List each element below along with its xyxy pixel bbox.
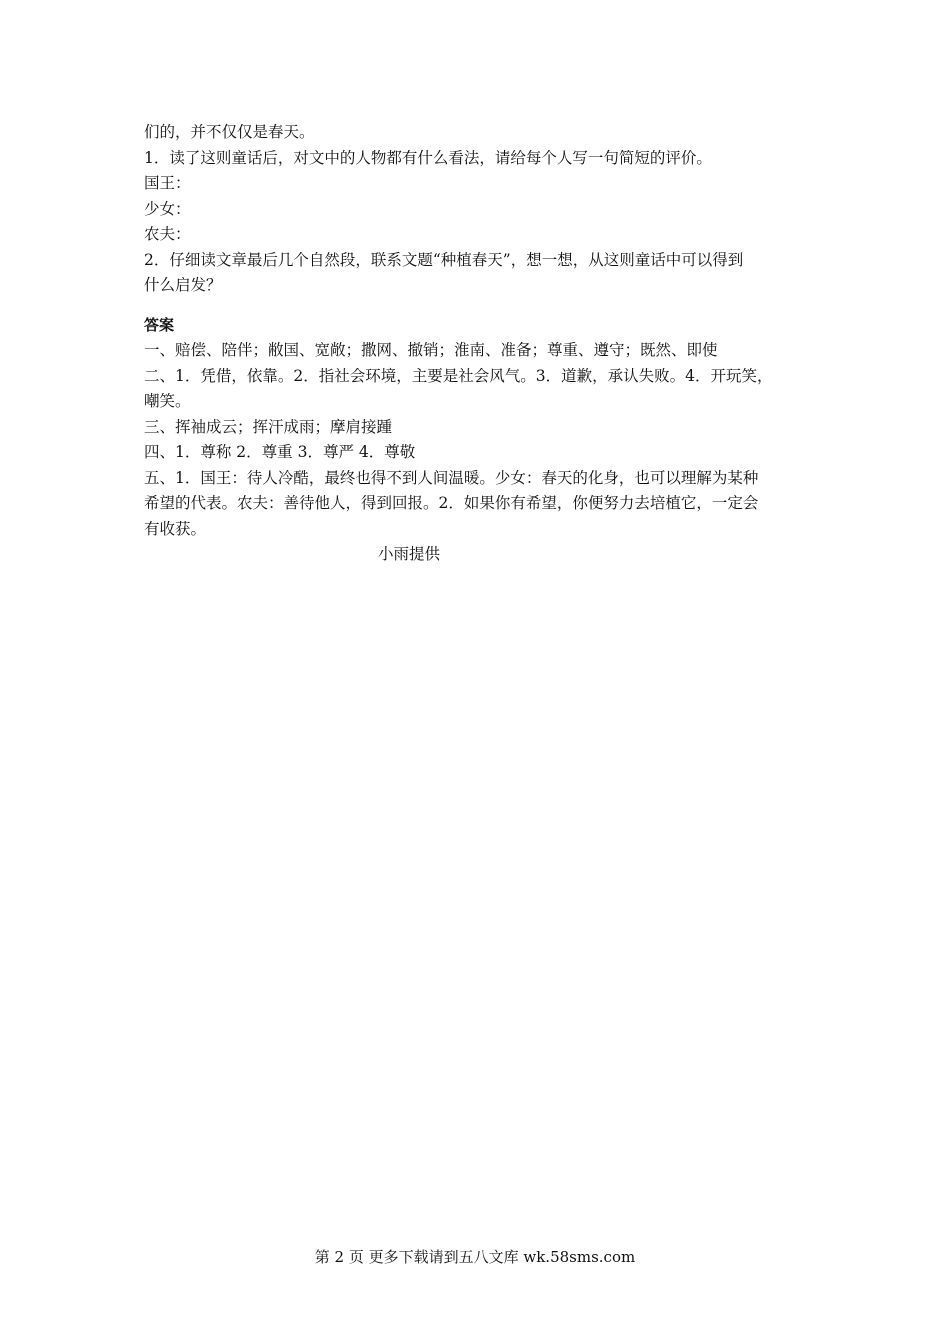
passage-ending: 们的，并不仅仅是春天。 <box>144 123 315 141</box>
answer-4: 四、1．尊称 2．尊重 3．尊严 4．尊敬 <box>144 443 416 461</box>
answer-5-line-2: 希望的代表。农夫：善待他人，得到回报。2．如果你有希望，你便努力去培植它，一定会 <box>144 494 759 512</box>
answer-5-line-3: 有收获。 <box>144 519 207 538</box>
section-gap <box>144 299 824 313</box>
answer-2-line-2: 嘲笑。 <box>144 392 191 410</box>
page-footer: 第 2 页 更多下载请到五八文库 wk.58sms.com <box>314 1248 636 1266</box>
question-1: 1．读了这则童话后，对文中的人物都有什么看法，请给每个人写一句简短的评价。 <box>144 148 712 167</box>
answer-5-line-1: 五、1．国王：待人冷酷，最终也得不到人间温暖。少女：春天的化身，也可以理解为某种 <box>144 468 759 487</box>
answer-blank-farmer: 农夫： <box>144 225 191 243</box>
credit-line: 小雨提供 <box>378 545 441 563</box>
page-content <box>144 120 824 568</box>
answer-2-line-1: 二、1．凭借，依靠。2．指社会环境，主要是社会风气。3．道歉，承认失败。4．开玩笑， <box>144 366 773 385</box>
answer-blank-king: 国王： <box>144 174 191 192</box>
question-2-line-1: 2．仔细读文章最后几个自然段，联系文题“种植春天”，想一想，从这则童话中可以得到 <box>144 250 744 269</box>
answer-1: 一、赔偿、陪伴；敝国、宽敞；撒网、撤销；淮南、准备；尊重、遵守；既然、即使 <box>144 341 718 359</box>
answer-blank-girl: 少女： <box>144 199 191 218</box>
question-2-line-2: 什么启发？ <box>144 276 222 294</box>
answers-heading: 答案 <box>144 315 175 334</box>
answer-3: 三、挥袖成云；挥汗成雨；摩肩接踵 <box>144 417 393 436</box>
